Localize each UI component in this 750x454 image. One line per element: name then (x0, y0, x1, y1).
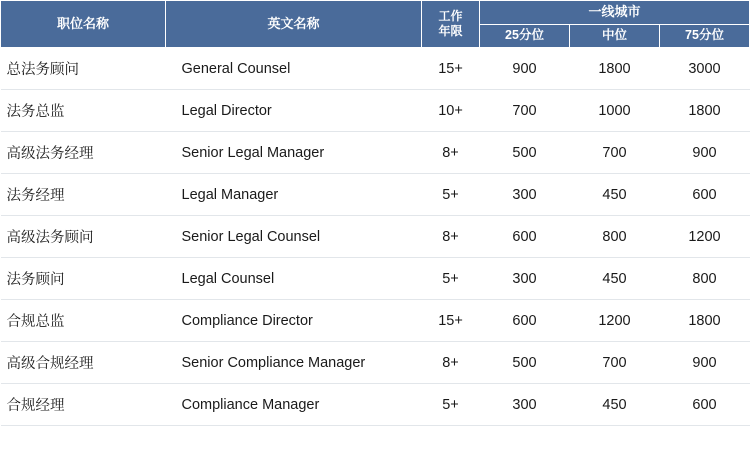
header-city-group: 一线城市 (480, 1, 750, 25)
cell-p50: 450 (570, 384, 660, 426)
cell-p75: 600 (660, 384, 750, 426)
cell-years: 5+ (422, 258, 480, 300)
cell-english: Legal Director (166, 90, 422, 132)
table-row (1, 174, 750, 216)
cell-p75: 1800 (660, 300, 750, 342)
cell-title: 高级法务顾问 (1, 216, 166, 258)
cell-p25: 600 (480, 300, 570, 342)
cell-english: Senior Compliance Manager (166, 342, 422, 384)
header-p50: 中位 (570, 25, 660, 48)
cell-p25: 300 (480, 174, 570, 216)
cell-p25: 500 (480, 342, 570, 384)
header-row-top (1, 1, 750, 25)
table-row (1, 300, 750, 342)
cell-p75: 900 (660, 342, 750, 384)
cell-p75: 600 (660, 174, 750, 216)
cell-years: 8+ (422, 342, 480, 384)
cell-p25: 900 (480, 48, 570, 90)
cell-p75: 800 (660, 258, 750, 300)
header-p75: 75分位 (660, 25, 750, 48)
cell-english: Legal Counsel (166, 258, 422, 300)
cell-title: 高级法务经理 (1, 132, 166, 174)
cell-years: 5+ (422, 384, 480, 426)
cell-title: 合规经理 (1, 384, 166, 426)
cell-title: 高级合规经理 (1, 342, 166, 384)
cell-p50: 1000 (570, 90, 660, 132)
cell-english: General Counsel (166, 48, 422, 90)
cell-english: Legal Manager (166, 174, 422, 216)
cell-p25: 300 (480, 384, 570, 426)
cell-english: Senior Legal Manager (166, 132, 422, 174)
cell-p50: 1800 (570, 48, 660, 90)
header-title: 职位名称 (1, 1, 166, 48)
table-header (1, 1, 750, 48)
table-row (1, 384, 750, 426)
cell-english: Compliance Director (166, 300, 422, 342)
table-row (1, 342, 750, 384)
table-footer-spacer (0, 426, 750, 454)
table-row (1, 48, 750, 90)
cell-p25: 600 (480, 216, 570, 258)
cell-p75: 1200 (660, 216, 750, 258)
cell-p50: 1200 (570, 300, 660, 342)
cell-p50: 700 (570, 342, 660, 384)
table-row (1, 216, 750, 258)
cell-english: Senior Legal Counsel (166, 216, 422, 258)
header-years-line1: 工作 (438, 9, 463, 23)
cell-title: 合规总监 (1, 300, 166, 342)
cell-title: 法务总监 (1, 90, 166, 132)
cell-p50: 800 (570, 216, 660, 258)
cell-years: 15+ (422, 300, 480, 342)
header-years-line2: 年限 (438, 24, 463, 38)
cell-years: 15+ (422, 48, 480, 90)
cell-p25: 700 (480, 90, 570, 132)
cell-p25: 500 (480, 132, 570, 174)
cell-p25: 300 (480, 258, 570, 300)
cell-p50: 700 (570, 132, 660, 174)
cell-p75: 1800 (660, 90, 750, 132)
header-p25: 25分位 (480, 25, 570, 48)
cell-title: 法务经理 (1, 174, 166, 216)
table-body (1, 48, 750, 426)
cell-years: 8+ (422, 132, 480, 174)
cell-p75: 3000 (660, 48, 750, 90)
cell-years: 10+ (422, 90, 480, 132)
header-years (422, 1, 480, 48)
header-english: 英文名称 (166, 1, 422, 48)
cell-years: 5+ (422, 174, 480, 216)
table-row (1, 90, 750, 132)
cell-p50: 450 (570, 174, 660, 216)
cell-years: 8+ (422, 216, 480, 258)
table-row (1, 132, 750, 174)
cell-p75: 900 (660, 132, 750, 174)
cell-p50: 450 (570, 258, 660, 300)
table-row (1, 258, 750, 300)
cell-title: 法务顾问 (1, 258, 166, 300)
cell-title: 总法务顾问 (1, 48, 166, 90)
cell-english: Compliance Manager (166, 384, 422, 426)
